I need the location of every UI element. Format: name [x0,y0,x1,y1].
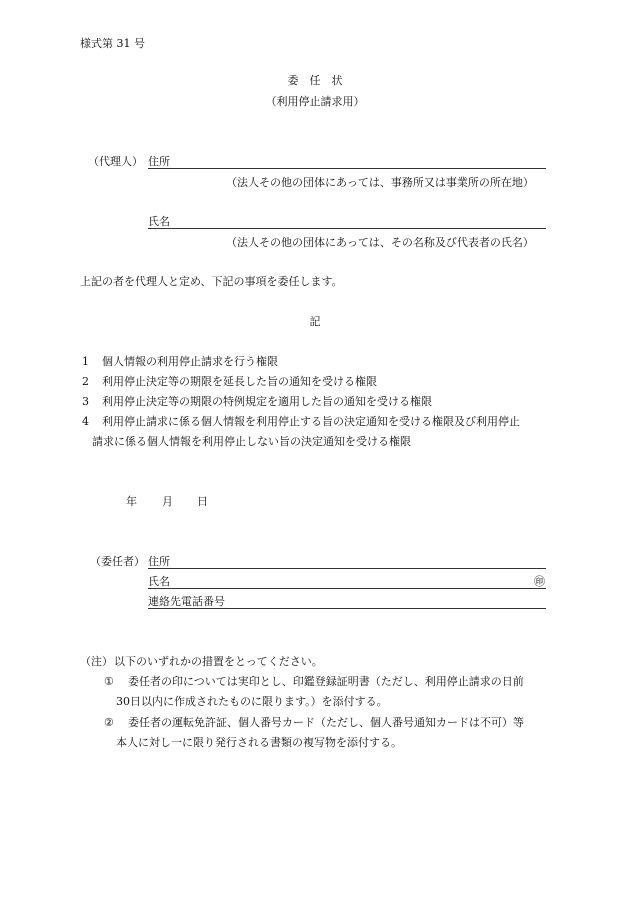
item-text: 利用停止請求に係る個人情報を利用停止する旨の決定通知を受ける権限及び利用停止 [102,415,520,428]
note-text: 委任者の運転免許証、個人番号カード（ただし、個人番号通知カードは不可）等 [128,716,524,729]
note-text: 委任者の印については実印とし、印鑑登録証明書（ただし、利用停止請求の日前 [128,675,524,688]
note-marker: ② [104,716,114,729]
principal-phone-field[interactable] [148,608,546,609]
seal-mark: ㊞ [534,575,545,588]
form-number: 様式第 31 号 [80,37,145,50]
note-text-continuation: 30日以内に作成されたものに限ります。）を添付する。 [116,695,388,708]
principal-name-field[interactable] [148,588,546,589]
item-number: 1 [82,355,89,368]
note-marker: ① [104,675,114,688]
page-title: 委 任 状 [287,74,343,87]
page-subtitle: （利用停止請求用） [265,95,365,108]
principal-address-field[interactable] [148,568,546,569]
agent-role-label: （代理人） [88,155,143,168]
item-text-continuation: 請求に係る個人情報を利用停止しない旨の決定通知を受ける権限 [92,435,411,448]
agent-name-note: （法人その他の団体にあっては、その名称及び代表者の氏名） [226,236,534,249]
item-number: 3 [82,395,89,408]
notes-intro: 以下のいずれかの措置をとってください。 [114,655,323,668]
principal-phone-label: 連絡先電話番号 [148,595,225,608]
date-month: 月 [162,495,173,508]
item-number: 2 [82,375,89,388]
agent-address-note: （法人その他の団体にあっては、事務所又は事業所の所在地） [226,176,534,189]
item-text: 利用停止決定等の期限の特例規定を適用した旨の通知を受ける権限 [102,395,432,408]
delegation-statement: 上記の者を代理人と定め、下記の事項を委任します。 [80,275,343,288]
ki-heading: 記 [309,315,321,328]
date-day: 日 [197,495,208,508]
agent-name-label: 氏名 [148,215,170,228]
item-text: 個人情報の利用停止請求を行う権限 [102,355,278,368]
principal-name-label: 氏名 [148,575,170,588]
agent-address-label: 住所 [148,155,170,168]
date-year: 年 [126,495,137,508]
item-number: 4 [82,415,89,428]
notes-label: （注） [80,655,113,668]
item-text: 利用停止決定等の期限を延長した旨の通知を受ける権限 [102,375,377,388]
agent-name-field[interactable] [148,228,546,229]
agent-address-field[interactable] [148,168,546,169]
note-text-continuation: 本人に対し一に限り発行される書類の複写物を添付する。 [116,736,402,749]
principal-role-label: （委任者） [90,555,145,568]
principal-address-label: 住所 [148,555,170,568]
